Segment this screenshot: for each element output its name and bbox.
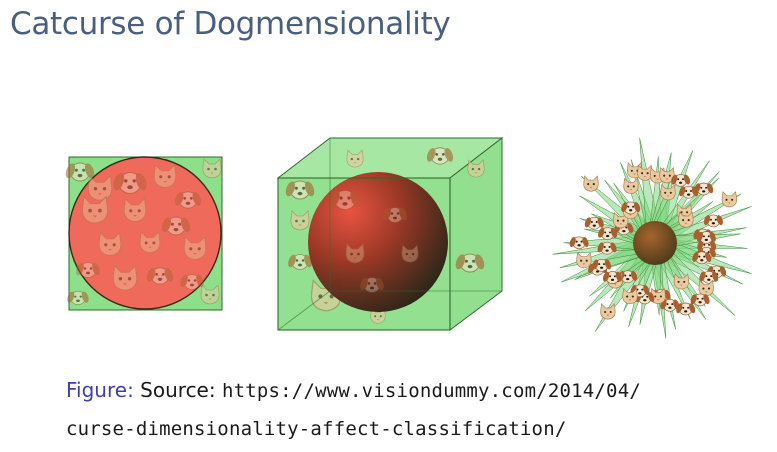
dog-face-icon [568,236,589,249]
cube-panel [278,138,502,330]
cat-face-icon [601,304,616,319]
caption-source-label: Source: [140,378,216,402]
cat-face-icon [577,253,592,268]
figure-caption [66,372,766,448]
caption-label: Figure: [66,378,134,402]
slide-title: Catcurse of Dogmensionality [10,6,451,42]
cat-face-icon [624,178,639,193]
cat-face-icon [584,176,599,191]
cat-face-icon [722,192,737,207]
cat-face-icon [623,289,638,304]
caption-url-line1[interactable]: https://www.visiondummy.com/2014/04/ [221,380,641,402]
dog-face-icon [693,182,714,195]
caption-url-line2[interactable]: curse-dimensionality-affect-classification/ [66,418,567,440]
square-panel [64,157,222,310]
spiky-ball-panel [552,138,751,339]
